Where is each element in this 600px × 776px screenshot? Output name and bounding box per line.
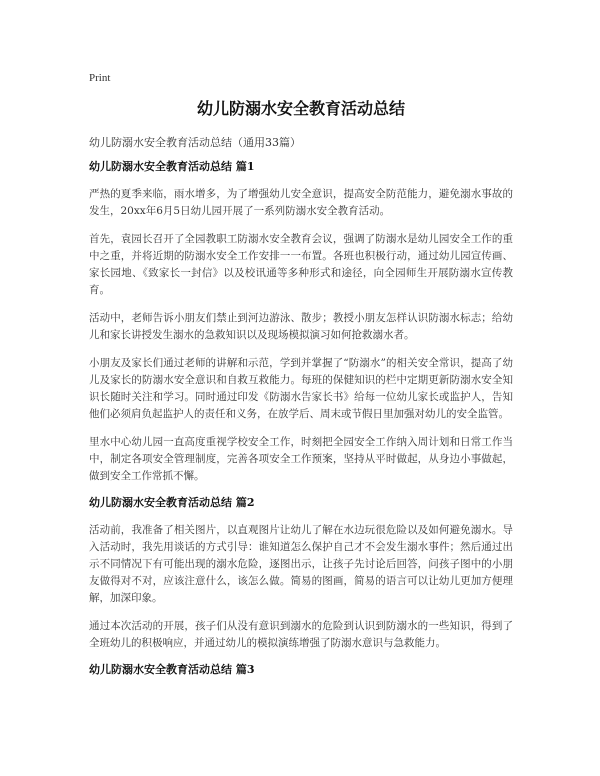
section-2 [89,496,513,652]
section-1 [89,160,513,485]
paragraph: 活动前，我准备了相关图片，以直观图片让幼儿了解在水边玩很危险以及如何避免溺水。导入活动时，我先用谈话的方式引导：谁知道怎么保护自己才不会发生溺水事件；然后通过出示不同情况下有可能出现的溺水危险，逐图出示，让孩子先讨论后回答，问孩子图中的小朋友做得对不对，应该注意什么，该怎么做。简易的图画，简易的语言可以让幼儿更加方便理解，加深印象。 [89,524,513,604]
paragraph: 通过本次活动的开展，孩子们从没有意识到溺水的危险到认识到防溺水的一些知识，得到了全班幼儿的积极响应，并通过幼儿的模拟演练增强了防溺水意识与急救能力。 [89,620,513,649]
paragraph: 里水中心幼儿园一直高度重视学校安全工作，时刻把全园安全工作纳入周计划和日常工作当中，制定各项安全管理制度，完善各项安全工作预案，坚持从平时做起，从身边小事做起，做到安全工作常抓不懈。 [89,436,513,482]
page-title: 幼儿防溺水安全教育活动总结 [196,99,405,118]
paragraph: 严热的夏季来临，雨水增多，为了增强幼儿安全意识，提高安全防范能力，避免溺水事故的发生，20xx年6月5日幼儿园开展了一系列防溺水安全教育活动。 [89,188,513,217]
section-heading: 幼儿防溺水安全教育活动总结 篇1 [89,160,255,173]
paragraph: 首先，袁园长召开了全园教职工防溺水安全教育会议，强调了防溺水是幼儿园安全工作的重中之重，并将近期的防溺水安全工作安排一一布置。各班也积极行动，通过幼儿园宣传画、家长园地、《致家长一封信》以及校讯通等多种形式和途径，向全园师生开展防溺水宣传教育。 [89,233,513,296]
paragraph: 活动中，老师告诉小朋友们禁止到河边游泳、散步；教授小朋友怎样认识防溺水标志；给幼儿和家长讲授发生溺水的急救知识以及现场模拟演习如何抢救溺水者。 [89,312,513,341]
print-link[interactable]: Print [89,72,111,84]
section-3 [89,663,513,677]
section-heading: 幼儿防溺水安全教育活动总结 篇3 [89,663,255,676]
document-subtitle: 幼儿防溺水安全教育活动总结（通用33篇） [89,136,301,149]
section-heading: 幼儿防溺水安全教育活动总结 篇2 [89,496,255,509]
paragraph: 小朋友及家长们通过老师的讲解和示范，学到并掌握了“防溺水”的相关安全常识，提高了幼儿及家长的防溺水安全意识和自救互救能力。每班的保健知识的栏中定期更新防溺水安全知识长随时关注和学习。同时通过印发《防溺水告家长书》给每一位幼儿家长或监护人，告知他们必须肩负起监护人的责任和义务，在放学后、周末或节假日里加强对幼儿的安全监管。 [89,357,513,420]
document-body [89,160,513,689]
